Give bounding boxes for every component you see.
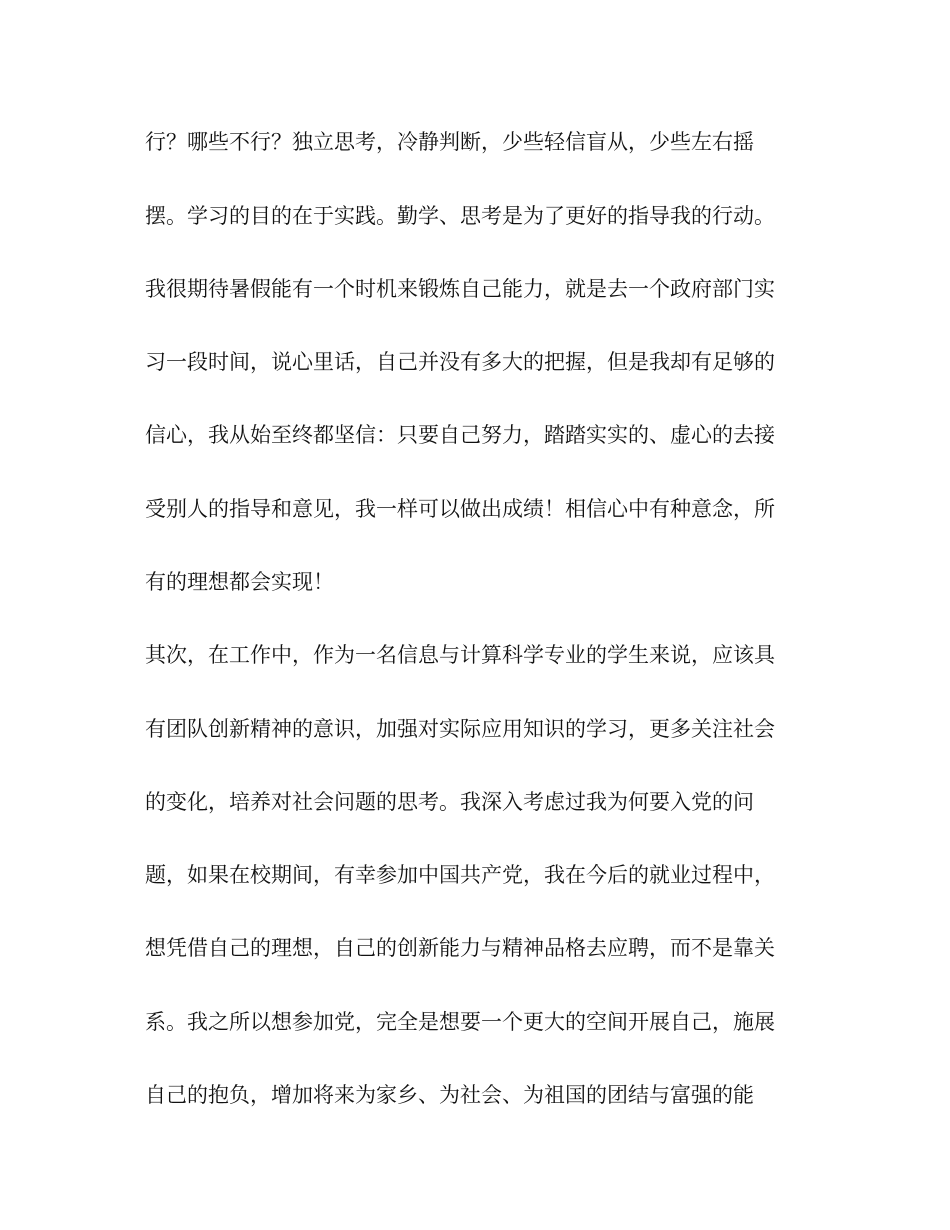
- text-line-11: 题，如果在校期间，有幸参加中国共产党，我在今后的就业过程中，: [145, 863, 775, 887]
- text-line-5: 信心，我从始至终都坚信：只要自己努力，踏踏实实的、虚心的去接: [145, 423, 775, 447]
- text-line-8: 其次，在工作中，作为一名信息与计算科学专业的学生来说，应该具: [145, 643, 775, 667]
- text-line-13: 系。我之所以想参加党，完全是想要一个更大的空间开展自己，施展: [145, 1010, 775, 1034]
- text-line-10: 的变化，培养对社会问题的思考。我深入考虑过我为何要入党的问: [145, 790, 754, 814]
- text-line-1: 行？哪些不行？独立思考，冷静判断，少些轻信盲从，少些左右摇: [145, 130, 754, 154]
- text-line-2: 摆。学习的目的在于实践。勤学、思考是为了更好的指导我的行动。: [145, 204, 775, 228]
- text-line-7: 有的理想都会实现！: [145, 570, 334, 594]
- text-line-4: 习一段时间，说心里话，自己并没有多大的把握，但是我却有足够的: [145, 350, 775, 374]
- text-line-6: 受别人的指导和意见，我一样可以做出成绩！相信心中有种意念，所: [145, 497, 775, 521]
- text-line-14: 自己的抱负，增加将来为家乡、为社会、为祖国的团结与富强的能: [145, 1083, 754, 1107]
- text-line-12: 想凭借自己的理想，自己的创新能力与精神品格去应聘，而不是靠关: [145, 936, 775, 960]
- text-line-3: 我很期待暑假能有一个时机来锻炼自己能力，就是去一个政府部门实: [145, 277, 775, 301]
- text-line-9: 有团队创新精神的意识，加强对实际应用知识的学习，更多关注社会: [145, 717, 775, 741]
